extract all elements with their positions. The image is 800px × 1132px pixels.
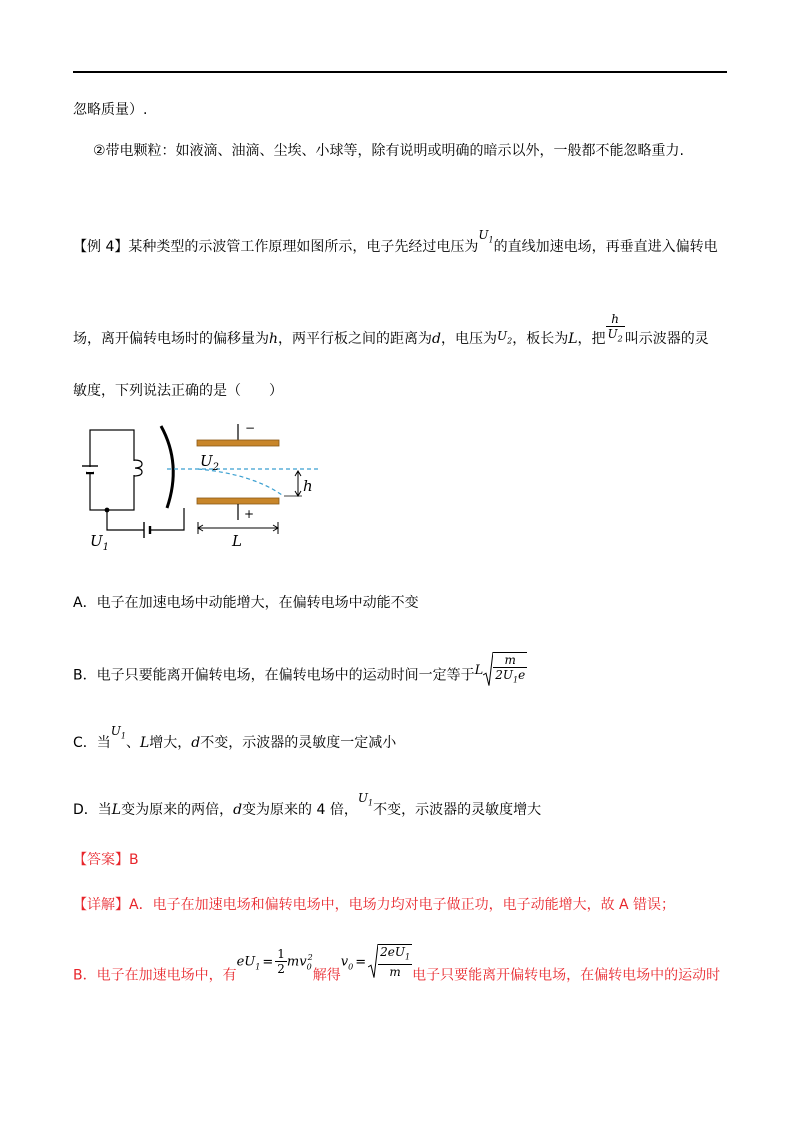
beam-deflected-dashed (198, 469, 282, 495)
question-text-2a: 场，离开偏转电场时的偏移量为 (73, 331, 269, 348)
symbol-d: d (432, 331, 441, 348)
filament-coil-icon (134, 460, 142, 476)
circuit-loop (90, 430, 134, 510)
question-text-2f: 叫示波器的灵 (624, 331, 709, 348)
anode-wire (150, 508, 184, 530)
question-text-2d: ，板长为 (512, 331, 569, 348)
sensitivity-fraction: $\frac{h}{U_2}$ (607, 312, 623, 344)
anode-plate (161, 426, 173, 508)
question-line-1 (73, 228, 718, 262)
answer-label: 【答案】 (73, 852, 129, 868)
symbol-u2: $U_2$ (497, 329, 513, 346)
detail-line-2: B．电子在加速电场中，有$eU_1$ = $\frac{1}{2}$ $mv_0^2$解得$v_0$ = $\frac{2eU_1}{m}$ 电子只要能离开偏转电场，在偏转电场中的运动时 (73, 945, 721, 984)
detail-line-1: 【详解】A．电子在加速电场和偏转电场中，电场力均对电子做正功，电子动能增大，故 A 错误； (73, 897, 676, 913)
accel-wire (107, 510, 144, 530)
question-text-2c: ，电压为 (441, 331, 497, 348)
plus-sign: + (244, 507, 255, 521)
intro-line-1: 忽略质量）. (73, 102, 148, 118)
option-c: C．当$U_1$、L增大，d不变，示波器的灵敏度一定减小 (73, 724, 397, 751)
option-d: D．当L变为原来的两倍，d变为原来的 4 倍，$U_1$不变，示波器的灵敏度增大 (73, 791, 542, 818)
label-L: L (232, 532, 242, 550)
label-h: h (303, 477, 313, 495)
option-b: B．电子只要能离开偏转电场，在偏转电场中的运动时间一定等于L $\frac{m}{2U_1e}$ (73, 658, 527, 693)
detail-label: 【详解】 (73, 897, 129, 913)
header-rule (73, 71, 727, 73)
label-u1: $U_1$ (90, 532, 110, 553)
question-line-3: 敏度，下列说法正确的是（ ） (73, 383, 283, 399)
question-line-2 (73, 312, 709, 356)
question-tag: 【例 4】 (73, 239, 129, 255)
energy-equation: $eU_1$ = $\frac{1}{2}$ $mv_0^2$ (236, 947, 313, 977)
symbol-h: h (269, 331, 279, 348)
answer-line (73, 850, 139, 870)
label-u2: $U_2$ (200, 452, 220, 473)
option-a: A．电子在加速电场中动能增大，在偏转电场中动能不变 (73, 595, 419, 611)
question-text-2b: ，两平行板之间的距离为 (278, 331, 433, 348)
question-text-1b: 的直线加速电场，再垂直进入偏转电 (493, 239, 718, 255)
symbol-u1: $U_1$ (478, 228, 494, 245)
symbol-L: L (568, 331, 578, 348)
question-text-1a: 某种类型的示波管工作原理如图所示，电子先经过电压为 (128, 239, 479, 255)
bottom-plate (197, 498, 279, 504)
answer-value: B (129, 852, 139, 868)
minus-sign: − (245, 421, 256, 435)
oscilloscope-diagram (70, 418, 330, 553)
intro-line-2: ②带电颗粒：如液滴、油滴、尘埃、小球等，除有说明或明确的暗示以外，一般都不能忽略重力. (93, 143, 684, 159)
question-text-2e: ，把 (577, 331, 606, 348)
sqrt-expression-b: $\frac{m}{2U_1e}$ (483, 652, 527, 687)
top-plate (197, 440, 279, 446)
velocity-equation: $v_0$ = $\frac{2eU_1}{m}$ (340, 945, 411, 980)
symbol-L-b: L (474, 662, 484, 678)
